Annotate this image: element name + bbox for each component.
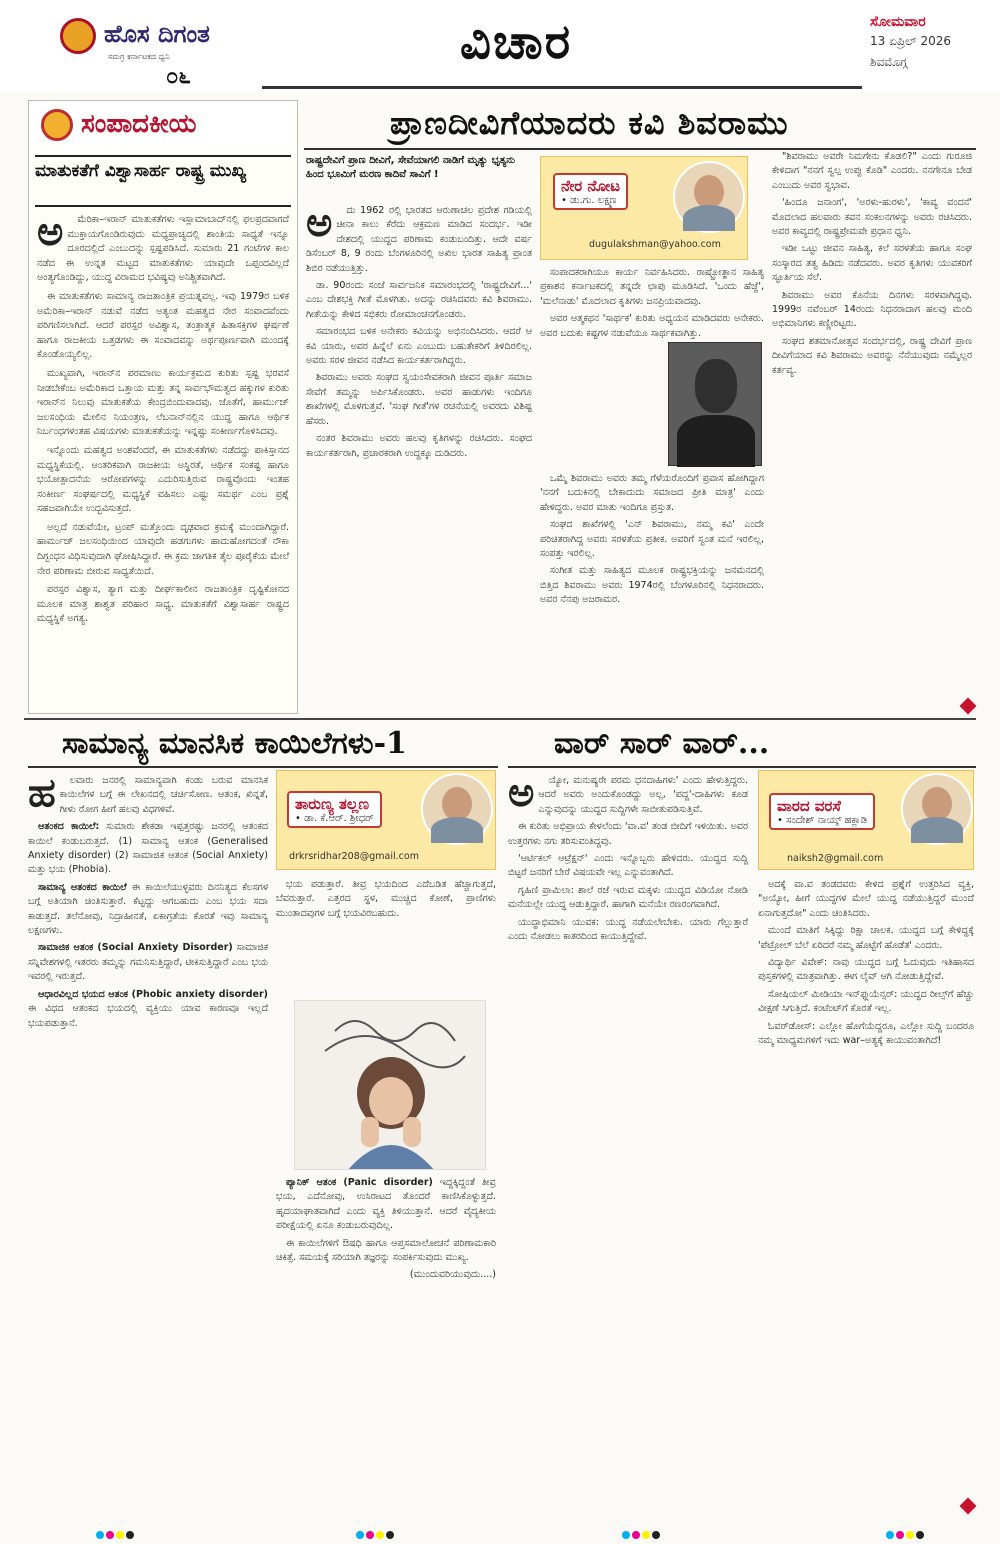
section-divider <box>24 718 976 720</box>
left-article-col2-top <box>276 878 496 992</box>
left-article-title[interactable]: ಸಾಮಾನ್ಯ ಮಾನಸಿಕ ಕಾಯಿಲೆಗಳು-1 <box>62 726 407 761</box>
editorial-logo-icon <box>41 109 73 141</box>
editorial-box <box>28 100 298 714</box>
left-author-box <box>276 770 496 870</box>
face-shape <box>694 175 724 209</box>
left-paragraph <box>28 820 268 878</box>
main-paragraph: ಶಿವರಾಮು ಅವರ ಕೊನೆಯ ದಿನಗಳು ಸರಳವಾಗಿದ್ದವು. 1999ರ ನವೆಂಬರ್ 14ರಂದು ನಿಧನರಾದಾಗ ಹಲವು ಮಂದಿ ಅಭಿಮಾನಿಗಳು ಕಣ್ಣೀರಿಟ್ಟರು. <box>772 289 972 330</box>
right-paragraph: ಗೃಹಿಣಿ ಪ್ರಾಮಿಲಾ: ಶಾಲೆ ರಜೆ ಇರುವ ಮಕ್ಕಳು ಯುದ್ಧದ ವಿಡಿಯೋ ನೋಡಿ ಮನೆಯಲ್ಲೇ ಯುದ್ಧ ಆಡುತ್ತಿದ್ದಾರೆ. ಹಾಗಾಗಿ ಮನೆಯೇ ರಣರಂಗವಾಗಿದೆ. <box>508 884 748 911</box>
main-paragraph: ಅವರ ಆತ್ಮಕಥನ 'ಸಾರ್ಥಕ' ಕುರಿತು ಅಧ್ಯಯನ ಮಾಡಿದವರು ಅನೇಕರು. ಅವರ ಬದುಕು ಕಷ್ಟಗಳ ನಡುವೆಯೂ ಸಾರ್ಥಕವಾಗಿತ್ತು. <box>540 313 764 339</box>
brand-logo-icon <box>60 18 96 54</box>
right-paragraph: 'ಆರ್ಟಿಕಲ್ ಆಟ್ರೆಕ್ಷನ್' ಎಂದು ಇನ್ನೊಬ್ಬರು ಹೇಳಿದರು. ಯುದ್ಧದ ಸುದ್ದಿ ಬಿಟ್ಟರೆ ಜನರಿಗೆ ಬೇರೆ ವಿಷಯವೇ ಇಲ್ಲ ಎನ್ನುವಂತಾಗಿದೆ. <box>508 853 748 879</box>
main-dropcap: ಅ <box>306 204 333 246</box>
main-author-name: • ಡು.ಗು. ಲಕ್ಷ್ಮಣ <box>561 195 617 206</box>
editorial-paragraph: ಮುಖ್ಯವಾಗಿ, ಇರಾನ್‌ನ ಪರಮಾಣು ಕಾರ್ಯಕ್ರಮದ ಕುರಿತು ಸ್ಪಷ್ಟ ಭರವಸೆ ನೀಡಬೇಕೆಂಬ ಅಮೆರಿಕಾದ ಒತ್ತಾಯ ಮತ್ತು ತನ್ನ ಸಾರ್ವಭೌಮತ್ವದ ಹಕ್ಕುಗಳ ಕುರಿತು ಇರಾನ್‌ನ ನಿಲುವು ಮಾತುಕತೆಯ ಕೇಂದ್ರಬಿಂದುವಾದವು. ಜೊತೆಗೆ, ಹಾರ್ಮುಜ್ ಜಲಸಂಧಿಯ ಮೇಲಿನ ನಿಯಂತ್ರಣ, ಲೆಬನಾನ್‌ನಲ್ಲಿನ ಯುದ್ಧ ಹಾಗೂ ಆರ್ಥಿಕ ನಿರ್ಬಂಧಗಳಂತಹ ವಿಷಯಗಳು ಮಾತುಕತೆಯನ್ನು ಇನ್ನಷ್ಟು ಸಂಕೀರ್ಣಗೊಳಿಸಿದವು. <box>37 367 289 438</box>
main-author-email[interactable]: dugulakshman@yahoo.com <box>589 239 721 250</box>
right-paragraph: ಯುದ್ಧಾಭಿಮಾನಿ ಯುವಕ: ಯುದ್ಧ ನಡೆಯಲೇಬೇಕು. ಯಾರು ಗೆಲ್ಲುತ್ತಾರೆ ಎಂದು ನೋಡಲು ಕಾತರದಿಂದ ಕಾಯುತ್ತಿದ್ದೇವೆ. <box>508 916 748 943</box>
left-paragraph <box>28 941 268 984</box>
main-column-tag <box>553 173 628 210</box>
right-title-rule <box>508 766 976 768</box>
left-dropcap: ಹ <box>28 774 56 816</box>
left-author-name: • ಡಾ. ಕೆ.ಆರ್. ಶ್ರೀಧರ್ <box>295 813 374 824</box>
portrait-head <box>695 359 737 413</box>
left-text: ಸುಮಾರು ಶೇಕಡಾ ಇಪ್ಪತ್ತರಷ್ಟು ಜನರಲ್ಲಿ ಆತಂಕದ ಕಾಯಿಲೆ ಕಂಡುಬರುತ್ತದೆ. (1) ಸಾಮಾನ್ಯ ಆತಂಕ (Generalised Anxiety disorder) (2) ಸಾಮಾಜಿಕ ಆತಂಕ (Social Anxiety) ಮತ್ತು ಭಯ (Phobia). <box>28 821 268 876</box>
editorial-badge <box>33 103 291 151</box>
brand[interactable] <box>48 8 248 88</box>
right-paragraph: ವಿದ್ಯಾರ್ಥಿ ವಿವೇಕ್: ನಾವು ಯುದ್ಧದ ಬಗ್ಗೆ ಓದುವುದು ಇತಿಹಾಸದ ಪುಸ್ತಕಗಳಲ್ಲಿ ಮಾತ್ರವಾಗಿತ್ತು. ಈಗ ಲೈವ್ ಆಗಿ ನೋಡುತ್ತಿದ್ದೇವೆ. <box>758 957 974 983</box>
main-column-name: ನೇರ ನೋಟ <box>561 177 621 195</box>
main-article-col3 <box>772 150 972 712</box>
edition-day: ಸೋಮವಾರ <box>870 14 926 30</box>
color-registration-mark <box>356 1524 396 1534</box>
left-paragraph <box>28 881 268 939</box>
main-paragraph: ಸಂಘದ ಶಾಖೆಗಳಲ್ಲಿ 'ಎನ್ ಶಿವರಾಮು, ನಮ್ಮ ಕವಿ' ಎಂದೇ ಪರಿಚಿತರಾಗಿದ್ದ ಅವರು ಸರಳತೆಯ ಪ್ರತೀಕ. ಅವರಿಗೆ ಸ್ವಂತ ಮನೆ ಇರಲಿಲ್ಲ, ಸಂಪತ್ತು ಇರಲಿಲ್ಲ. <box>540 519 764 560</box>
right-author-name: • ಸಂದೇಶ್ ನಾಯ್ಕ್ ಹಕ್ಲಾಡಿ <box>777 815 868 826</box>
color-registration-mark <box>622 1524 662 1534</box>
right-column-tag <box>769 793 875 830</box>
left-subhead: ಸಾಮಾಜಿಕ ಆತಂಕ (Social Anxiety Disorder) <box>38 942 233 954</box>
section-title: ವಿಚಾರ <box>460 14 573 70</box>
left-column-name: ತಾರುಣ್ಯ ತಲ್ಲಣ <box>295 795 369 813</box>
face-shape <box>442 787 472 821</box>
right-paragraph: ಅದಕ್ಕೆ ವಾ.ವ ತಂಡದವರು ಕೇಳಿದ ಪ್ರಶ್ನೆಗೆ ಉತ್ತರಿಸಿದ ವ್ಯಕ್ತಿ, "ಅಯ್ಯೋ, ಹೀಗೆ ಯುದ್ಧಗಳ ಮೇಲೆ ಯುದ್ಧ ನಡೆಯುತ್ತಿದ್ದರೆ ಮುಂದೆ ಏನಾಗುತ್ತದೋ" ಎಂದು ಚಿಂತಿಸಿದರು. <box>758 879 974 919</box>
main-paragraph: "ಶಿವರಾಮು ಅವರೇ ನಿಮಗೇನು ಕೊಡಲಿ?" ಎಂದು ಗುರೂಜಿ ಕೇಳಿದಾಗ "ನನಗೆ ಸ್ವಲ್ಪ ಉಪ್ಪು ಕೊಡಿ" ಎಂದರು. ನನಗೇನೂ ಬೇಡ ಎಂಬುದು ಅವರ ಸ್ವಭಾವ. <box>772 151 972 191</box>
editorial-body <box>37 213 289 709</box>
left-paragraph: ಲವಾರು ಜನರಲ್ಲಿ ಸಾಮಾನ್ಯವಾಗಿ ಕಂಡು ಬರುವ ಮಾನಸಿಕ ಕಾಯಿಲೆಗಳ ಬಗ್ಗೆ ಈ ಲೇಖನದಲ್ಲಿ ಚರ್ಚಿಸೋಣ. ಆತಂಕ, ಖಿನ್ನತೆ, ಗೀಳು ರೋಗ ಹೀಗೆ ಹಲವು ವಿಧಗಳಿವೆ. <box>59 775 268 815</box>
main-paragraph: 'ಹಿಂದೂ ಜನಾಂಗ', 'ಅರಳು-ಹುರಳು', 'ಕಾವ್ಯ ವಂದನೆ' ಮೊದಲಾದ ಹಲವಾರು ಕವನ ಸಂಕಲನಗಳನ್ನು ಅವರು ರಚಿಸಿದರು. ಅವರ ಕಾವ್ಯದಲ್ಲಿ ರಾಷ್ಟ್ರಪ್ರೇಮವೇ ಪ್ರಧಾನ ಧ್ವನಿ. <box>772 197 972 238</box>
main-article-title[interactable]: ಪ್ರಾಣದೀವಿಗೆಯಾದರು ಕವಿ ಶಿವರಾಮು <box>390 104 789 142</box>
main-paragraph: ಸಮಾರಂಭದ ಬಳಿಕ ಅನೇಕರು ಕವಿಯನ್ನು ಅಭಿನಂದಿಸಿದರು. ಆದರೆ ಆ ಕವಿ ಯಾರು, ಅವರ ಹಿನ್ನೆಲೆ ಏನು ಎಂಬುದು ಬಹುತೇಕರಿಗೆ ತಿಳಿದಿರಲಿಲ್ಲ. ಅವರು ಸರಳ ಜೀವನ ನಡೆಸಿದ ಕಾರ್ಯಕರ್ತರಾಗಿದ್ದರು. <box>306 326 532 367</box>
left-author-photo <box>421 773 493 845</box>
right-author-box <box>758 770 974 870</box>
left-paragraph <box>276 1176 496 1234</box>
left-paragraph: ಭಯ ಪಡುತ್ತಾರೆ. ತೀವ್ರ ಭಯದಿಂದ ಎದೆಬಡಿತ ಹೆಚ್ಚಾಗುತ್ತದೆ, ಬೆವರುತ್ತಾರೆ. ಎತ್ತರದ ಸ್ಥಳ, ಮುಚ್ಚಿದ ಕೋಣೆ, ಪ್ರಾಣಿಗಳು ಮುಂತಾದವುಗಳ ಬಗ್ಗೆ ಭಯವಿರಬಹುದು. <box>276 879 496 919</box>
left-text: ಇದ್ದಕ್ಕಿದ್ದಂತೆ ತೀವ್ರ ಭಯ, ಎದೆನೋವು, ಉಸಿರಾಟದ ತೊಂದರೆ ಕಾಣಿಸಿಕೊಳ್ಳುತ್ತದೆ. ಹೃದಯಾಘಾತವಾಗಿದೆ ಎಂದು ವ್ಯಕ್ತಿ ತಿಳಿಯುತ್ತಾನೆ. ಆದರೆ ವೈದ್ಯಕೀಯ ಪರೀಕ್ಷೆಯಲ್ಲಿ ಏನೂ ಕಂಡುಬರುವುದಿಲ್ಲ. <box>276 1177 496 1232</box>
main-author-photo <box>673 161 745 233</box>
editorial-paragraph: ಪರಸ್ಪರ ವಿಶ್ವಾಸ, ತ್ಯಾಗ ಮತ್ತು ದೀರ್ಘಕಾಲೀನ ರಾಜತಾಂತ್ರಿಕ ದೃಷ್ಟಿಕೋನದ ಮೂಲಕ ಮಾತ್ರ ಶಾಶ್ವತ ಪರಿಹಾರ ಸಾಧ್ಯ. ಮಾತುಕತೆಗೆ ವಿಶ್ವಾಸಾರ್ಹ ರಾಷ್ಟ್ರದ ಮಧ್ಯಸ್ಥಿಕೆ ಅಗತ್ಯ. <box>37 584 289 625</box>
right-article-col2 <box>758 878 974 1514</box>
shirt-shape <box>911 817 963 843</box>
anxiety-illustration <box>294 1000 486 1170</box>
main-paragraph: ಡಾ. 90ರಂದು ಸಂಜೆ ಸಾರ್ವಜನಿಕ ಸಮಾರಂಭದಲ್ಲಿ 'ರಾಷ್ಟ್ರದೇವಿಗೆ...' ಎಂಬ ದೇಶಭಕ್ತಿ ಗೀತೆ ಮೊಳಗಿತು. ಅದನ್ನು ರಚಿಸಿದವರು ಕವಿ ಶಿವರಾಮು. ಗೀತೆಯನ್ನು ಕೇಳಿದ ಸಭಿಕರು ರೋಮಾಂಚನಗೊಂಡರು. <box>306 280 532 320</box>
right-author-photo <box>901 773 973 845</box>
main-paragraph: ಶಿವರಾಮು ಅವರು ಸಂಘದ ಸ್ವಯಂಸೇವಕರಾಗಿ ಜೀವನ ಪೂರ್ತಿ ಸಮಾಜ ಸೇವೆಗೆ ತಮ್ಮನ್ನು ಅರ್ಪಿಸಿಕೊಂಡರು. ಅವರ ಹಾಡುಗಳು ಇಂದಿಗೂ ಶಾಖೆಗಳಲ್ಲಿ ಮೊಳಗುತ್ತವೆ. 'ಸಂಘ ಗೀತೆ'ಗಳ ರಚನೆಯಲ್ಲಿ ಅವರದು ವಿಶಿಷ್ಟ ಹೆಸರು. <box>306 372 532 427</box>
edition-city: ಶಿವಮೊಗ್ಗ <box>870 55 908 69</box>
editorial-paragraph: ಈ ಮಾತುಕತೆಗಳು ಸಾಮಾನ್ಯ ರಾಜತಾಂತ್ರಿಕ ಪ್ರಯತ್ನವಲ್ಲ. ಇವು 1979ರ ಬಳಿಕ ಅಮೆರಿಕಾ–ಇರಾನ್ ನಡುವೆ ನಡೆದ ಅತ್ಯಂತ ಮಹತ್ವದ ನೇರ ಸಂವಾದವೆಂದು ಪರಿಗಣಿಸಲಾಗಿದೆ. ಆದರೆ ಪರಸ್ಪರ ಅವಿಶ್ವಾಸ, ತಂತ್ರಾತ್ಮಕ ಹಿತಾಸಕ್ತಿಗಳ ಘರ್ಷಣೆ ಹಾಗೂ ರಾಜಕೀಯ ಒತ್ತಡಗಳು ಈ ಸಂವಾದವನ್ನು ಅರ್ಥಪೂರ್ಣವಾಗಿ ಮುಂದಕ್ಕೆ ಕೊಂಡೊಯ್ಯಲಿಲ್ಲ. <box>37 290 289 361</box>
right-dropcap: ಅ <box>508 774 535 816</box>
face-shape <box>922 787 952 821</box>
page-number: ೦೬ <box>166 64 191 89</box>
masthead-divider <box>262 86 862 89</box>
left-article-col2 <box>276 1176 496 1516</box>
edition-info <box>870 14 970 70</box>
color-registration-mark <box>96 1524 136 1534</box>
left-subhead: ಪ್ಯಾನಿಕ್ ಆತಂಕ (Panic disorder) <box>286 1177 433 1188</box>
right-paragraph: ಯ್ಯೋ, ಮನುಷ್ಯರೇ ಪರಮ ಧನದಾಹಿಗಳು' ಎಂದು ಹೇಳುತ್ತಿದ್ದರು. ಆದರೆ ಅವರು ಅಂದುಕೊಂಡದ್ದು ಅಲ್ಲ, 'ಪದ್ದ'-ದಾಹಿಗಳು ಕೂಡ ಎನ್ನುವುದನ್ನು ಯುದ್ಧದ ಸುದ್ದಿಗಳೇ ಸಾಬೀತುಪಡಿಸುತ್ತಿವೆ. <box>538 775 748 815</box>
left-paragraph: ಈ ಕಾಯಿಲೆಗಳಿಗೆ ಔಷಧಿ ಹಾಗೂ ಆಪ್ತಸಮಾಲೋಚನೆ ಪರಿಣಾಮಕಾರಿ ಚಿಕಿತ್ಸೆ. ಸಮಯಕ್ಕೆ ಸರಿಯಾಗಿ ತಜ್ಞರನ್ನು ಸಂಪರ್ಕಿಸುವುದು ಮುಖ್ಯ. <box>276 1237 496 1264</box>
left-subhead: ಸಾಮಾನ್ಯ ಆತಂಕದ ಕಾಯಿಲೆ <box>38 881 127 893</box>
main-paragraph: ಸಂಘದ ಶತಮಾನೋತ್ಸವ ಸಂದರ್ಭದಲ್ಲಿ, ರಾಷ್ಟ್ರ ದೇವಿಗೆ ಪ್ರಾಣ ದೀವಿಗೆಯಾದ ಕವಿ ಶಿವರಾಮು ಅವರನ್ನು ನೆನೆಯುವುದು ನಮ್ಮೆಲ್ಲರ ಕರ್ತವ್ಯ. <box>772 335 972 376</box>
shirt-shape <box>683 205 735 231</box>
masthead <box>0 0 1000 92</box>
left-text: ಸಾಮಾಜಿಕ ಸನ್ನಿವೇಶಗಳಲ್ಲಿ ಇತರರು ತಮ್ಮನ್ನು ಗಮನಿಸುತ್ತಿದ್ದಾರೆ, ಟೀಕಿಸುತ್ತಿದ್ದಾರೆ ಎಂಬ ಭಯ ಇವರಲ್ಲಿ ಇರುತ್ತದೆ. <box>28 942 268 983</box>
left-article-col1 <box>28 774 268 1514</box>
main-paragraph: ಇಡೀ ಒಟ್ಟು ಜೀವನ ಸಾಹಿತ್ಯ, ಕಲೆ ಸರಳತೆಯ ಹಾಗೂ ಸಂಘ ಸಂಸ್ಕಾರದ ತತ್ವ ಹಿಡಿದು ನಡೆದವರು. ಅವರ ಕೃತಿಗಳು ಯುವಕರಿಗೆ ಸ್ಫೂರ್ತಿಯ ಸೆಲೆ. <box>772 243 972 284</box>
shirt-shape <box>431 817 483 843</box>
poet-portrait <box>668 342 762 466</box>
editorial-badge-label: ಸಂಪಾದಕೀಯ <box>81 109 197 139</box>
right-paragraph: ಓವರ್‌ಡೋಸ್: ಎಲ್ಲೋ ಹೊಗೆಯೆದ್ದರೂ, ಎಲ್ಲೋ ಸುದ್ದಿ ಬಂದರೂ ನಮ್ಮ ಮಾಧ್ಯಮಗಳಿಗೆ ಇದು war–ಅತ್ಯಕ್ಕೆ ಕಾಯುವಂತಾಗಿದೆ! <box>758 1020 974 1047</box>
left-paragraph: (ಮುಂದುವರಿಯುವುದು....) <box>409 1269 496 1281</box>
portrait-body <box>677 415 755 467</box>
editorial-headline: ಮಾತುಕತೆಗೆ ವಿಶ್ವಾಸಾರ್ಹ ರಾಷ್ಟ್ರ ಮುಖ್ಯ <box>35 155 291 207</box>
left-text: ಈ ವಿಧದ ಆತಂಕದ ಭಯದಲ್ಲಿ ವ್ಯಕ್ತಿಯು ಯಾವ ಕಾರಣವೂ ಇಲ್ಲದೆ ಭಯಪಡುತ್ತಾನೆ. <box>28 1003 268 1029</box>
editorial-dropcap: ಅ <box>37 213 64 255</box>
left-subhead: ಆಧಾರವಿಲ್ಲದ ಭಯದ ಆತಂಕ (Phobic anxiety disorder) <box>38 988 268 1000</box>
main-paragraph: ಸಂಪಾದಕರಾಗಿಯೂ ಕಾರ್ಯ ನಿರ್ವಹಿಸಿದರು. ರಾಷ್ಟ್ರೋತ್ಥಾನ ಸಾಹಿತ್ಯ ಪ್ರಕಾಶನ ಕರ್ನಾಟಕದಲ್ಲಿ ತನ್ನದೇ ಛಾಪು ಮೂಡಿಸಿದೆ. 'ಒಂದು ಹೆಜ್ಜೆ', 'ಮಲೆನಾಡು' ಮೊದಲಾದ ಕೃತಿಗಳು ಜನಪ್ರಿಯವಾದವು. <box>540 267 764 307</box>
main-paragraph: ಒಮ್ಮೆ ಶಿವರಾಮು ಅವರು ತಮ್ಮ ಗೆಳೆಯರೊಂದಿಗೆ ಪ್ರವಾಸ ಹೋಗಿದ್ದಾಗ 'ನನಗೆ ಬದುಕಿನಲ್ಲಿ ಬೇಕಾದುದು ಸಮಾಜದ ಪ್ರೀತಿ ಮಾತ್ರ' ಎಂದು ಹೇಳಿದ್ದರು. ಅವರ ಮಾತು ಇಂದಿಗೂ ಪ್ರಸ್ತುತ. <box>540 473 764 513</box>
right-column-name: ವಾರದ ವರಸೆ <box>777 797 841 815</box>
main-article-col2 <box>540 266 764 712</box>
right-article-col1 <box>508 774 748 1514</box>
main-paragraph: ದು 1962 ರಲ್ಲಿ ಭಾರತದ ಆರುಣಾಚಲ ಪ್ರದೇಶ ಗಡಿಯಲ್ಲಿ ಚೀನಾ ಕಾಲು ಕೆರೆದು ಆಕ್ರಮಣ ಮಾಡಿದ ಸಂದರ್ಭ. ಇಡೀ ದೇಶದಲ್ಲಿ ಯುದ್ಧದ ಪರಿಣಾಮ ಕಂಡುಬಂದಿತ್ತು. ಆದೇ ವರ್ಷ ಡಿಸೆಂಬರ್ 8, 9 ರಂದು ಬೆಂಗಳೂರಿನಲ್ಲಿ ಅಖಿಲ ಭಾರತ ಸಾಹಿತ್ಯ ಪ್ರಾಂತ ಶಿಬಿರ ನಡೆಯುತ್ತಿತ್ತು. <box>306 205 532 274</box>
main-paragraph: ನಂತರ ಶಿವರಾಮು ಅವರು ಹಲವು ಕೃತಿಗಳನ್ನು ರಚಿಸಿದರು. ಸಂಘದ ಕಾರ್ಯಕರ್ತರಾಗಿ, ಪ್ರಚಾರಕರಾಗಿ ಉದ್ದಕ್ಕೂ ದುಡಿದರು. <box>306 433 532 459</box>
brand-name: ಹೊಸ ದಿಗಂತ <box>104 20 210 48</box>
editorial-paragraph: ಮೆರಿಕಾ–ಇರಾನ್ ಮಾತುಕತೆಗಳು ಇಸ್ಲಾಮಾಬಾದ್‌ನಲ್ಲಿ ಫಲಪ್ರದವಾಗದೆ ಮುಕ್ತಾಯಗೊಂಡಿರುವುದು ಮಧ್ಯಪ್ರಾಚ್ಯದಲ್ಲಿ ಶಾಂತಿಯ ಸಾಧ್ಯತೆ ಇನ್ನೂ ದೂರದಲ್ಲಿದೆ ಎಂಬುದನ್ನು ಸ್ಪಷ್ಟಪಡಿಸಿದೆ. ಸುಮಾರು 21 ಗಂಟೆಗಳ ಕಾಲ ನಡೆದ ಈ ಉನ್ನತ ಮಟ್ಟದ ಮಾತುಕತೆಗಳು ಯಾವುದೇ ಒಪ್ಪಂದವಿಲ್ಲದೆ ಅಂತ್ಯಗೊಂಡಿದ್ದು, ಯುದ್ಧ ವಿರಾಮದ ಭವಿಷ್ಯವು ಅನಿಶ್ಚಿತವಾಗಿದೆ. <box>37 214 289 284</box>
main-paragraph: ಸಂಗೀತ ಮತ್ತು ಸಾಹಿತ್ಯದ ಮೂಲಕ ರಾಷ್ಟ್ರಭಕ್ತಿಯನ್ನು ಜನಮನದಲ್ಲಿ ಬಿತ್ತಿದ ಶಿವರಾಮು ಅವರು 1974ರಲ್ಲಿ ಬೆಂಗಳೂರಿನಲ್ಲಿ ನಿಧನರಾದರು. ಅವರ ನೆನಪು ಅಜರಾಮರ. <box>540 565 764 606</box>
color-registration-mark <box>886 1524 926 1534</box>
main-article-deck: ರಾಷ್ಟ್ರದೇವಿಗೆ ಪ್ರಾಣ ದೀವಿಗೆ, ಸೇವೆಯಾಗಲಿ ನಾಡಿಗೆ ಮೃತ್ಯು ಭೃತ್ಯನು ಹಿಂದ ಭೂಮಿಗೆ ಮರಣ ಕಾದಿವೆ ಸಾವಿಗೆ ! <box>306 155 515 180</box>
left-text: ಈ ಕಾಯಿಲೆಯುಳ್ಳವರು ದಿನನಿತ್ಯದ ಕೆಲಸಗಳ ಬಗ್ಗೆ ಅತಿಯಾಗಿ ಚಿಂತಿಸುತ್ತಾರೆ. ಕೆಟ್ಟದ್ದು ಆಗಬಹುದು ಎಂಬ ಭಯ ಸದಾ ಕಾಡುತ್ತದೆ. ತಲೆನೋವು, ನಿದ್ರಾಹೀನತೆ, ಏಕಾಗ್ರತೆಯ ಕೊರತೆ ಇವು ಸಾಮಾನ್ಯ ಲಕ್ಷಣಗಳು. <box>28 881 268 937</box>
right-author-email[interactable]: naiksh2@gmail.com <box>787 853 884 864</box>
editorial-paragraph: ಇನ್ನೊಂದು ಮಹತ್ವದ ಅಂಶವೆಂದರೆ, ಈ ಮಾತುಕತೆಗಳು ನಡೆದದ್ದು ಪಾಕಿಸ್ತಾನದ ಮಧ್ಯಸ್ಥಿಕೆಯಲ್ಲಿ. ಆಂತರಿಕವಾಗಿ ರಾಜಕೀಯ ಅಸ್ಥಿರತೆ, ಆರ್ಥಿಕ ಸಂಕಷ್ಟ ಹಾಗೂ ಭಯೋತ್ಪಾದನೆಯ ಆರೋಪಗಳನ್ನು ಎದುರಿಸುತ್ತಿರುವ ರಾಷ್ಟ್ರವೊಂದು ಇಂತಹ ಸಂಕೀರ್ಣ ಸಂಘರ್ಷದಲ್ಲಿ ಮಧ್ಯಸ್ಥಿಕೆ ವಹಿಸಲು ಎಷ್ಟು ಸಮರ್ಥ ಎಂಬ ಪ್ರಶ್ನೆ ಸಹಜವಾಗಿಯೇ ಉದ್ಭವಿಸುತ್ತದೆ. <box>37 444 289 515</box>
editorial-paragraph: ಅಲ್ಲದೆ ನಡುವೆಯೇ, ಟ್ರಂಪ್ ಮತ್ತೊಂದು ದೃಢವಾದ ಕ್ರಮಕ್ಕೆ ಮುಂದಾಗಿದ್ದಾರೆ. ಹಾರ್ಮುಜ್ ಜಲಸಂಧಿಯಿಂದ ಯಾವುದೇ ಹಡಗುಗಳು ಹಾದುಹೋಗದಂತೆ ನೌಕಾ ದಿಗ್ಬಂಧನ ವಿಧಿಸುವುದಾಗಿ ಘೋಷಿಸಿದ್ದಾರೆ. ಈ ಕ್ರಮ ಜಾಗತಿಕ ತೈಲ ಪೂರೈಕೆಯ ಮೇಲೆ ನೇರ ಪರಿಣಾಮ ಬೀರುವ ಸಾಧ್ಯತೆಯಿದೆ. <box>37 521 289 577</box>
right-paragraph: ಮುಂದೆ ಮಾತಿಗೆ ಸಿಕ್ಕಿದ್ದು ರಿಕ್ಷಾ ಚಾಲಕ. ಯುದ್ಧದ ಬಗ್ಗೆ ಕೇಳಿದ್ದಕ್ಕೆ 'ಪೆಟ್ರೋಲ್ ಬೆಲೆ ಏರಿದರೆ ನಮ್ಮ ಹೊಟ್ಟೆಗೆ ಹೊಡೆತ' ಎಂದರು. <box>758 925 974 951</box>
left-column-tag <box>287 791 382 828</box>
right-article-title[interactable]: ವಾರ್ ಸಾರ್ ವಾರ್... <box>554 726 770 761</box>
brand-tagline: ಸಮಗ್ರ ಕರ್ನಾಟಕದ ಧ್ವನಿ <box>108 52 170 61</box>
left-author-email[interactable]: drkrsridhar208@gmail.com <box>289 851 419 862</box>
anxiety-figure-icon <box>295 1001 486 1170</box>
left-title-rule <box>28 766 498 768</box>
edition-date: 13 ಏಪ್ರಿಲ್ 2026 <box>870 34 952 48</box>
left-paragraph <box>28 988 268 1031</box>
right-paragraph: ಈ ಕುರಿತು ಅಭಿಪ್ರಾಯ ಕೇಳಲೆಂದು 'ವಾ.ವ' ತಂಡ ಬೀದಿಗೆ ಇಳಿಯಿತು. ಅವರ ಉತ್ತರಗಳು ನಗು ತರಿಸುವಂತಿದ್ದವು. <box>508 821 748 847</box>
main-author-box <box>540 156 748 260</box>
left-subhead: ಆತಂಕದ ಕಾಯಿಲೆ: <box>38 821 100 833</box>
main-article-col1 <box>306 204 532 712</box>
right-paragraph: ಸೋಷಿಯಲ್ ಮೀಡಿಯಾ ಇನ್‌ಫ್ಲುಯೆನ್ಸರ್: ಯುದ್ಧದ ರೀಲ್ಸ್‌ಗೆ ಹೆಚ್ಚು ವೀಕ್ಷಣೆ ಸಿಗುತ್ತಿದೆ. ಕಂಟೆಂಟ್‌ಗೆ ಕೊರತೆ ಇಲ್ಲ. <box>758 988 974 1015</box>
